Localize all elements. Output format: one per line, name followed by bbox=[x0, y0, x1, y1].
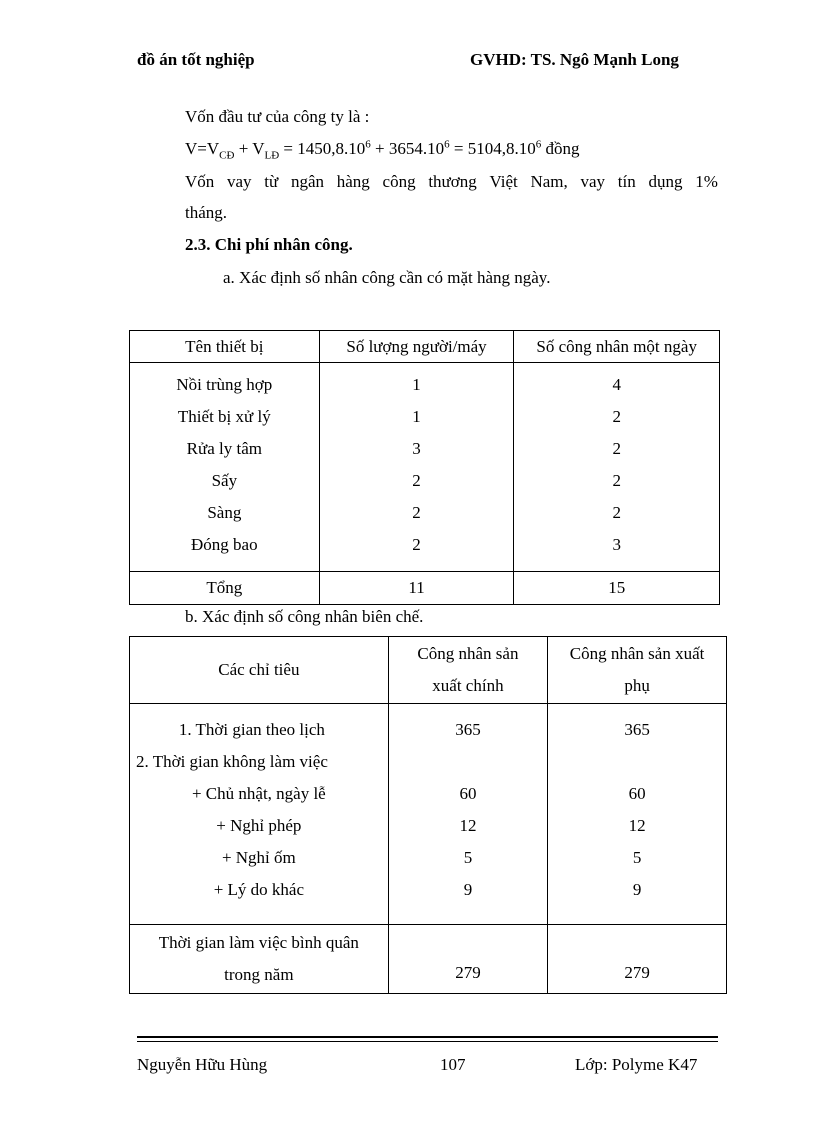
footer-rule-thin bbox=[137, 1041, 718, 1042]
table-header-cell bbox=[548, 637, 727, 704]
capital-formula bbox=[185, 138, 580, 162]
table-header-row bbox=[130, 331, 720, 363]
loan-word: dụng bbox=[648, 172, 683, 191]
table-cell: Thiết bị xử lý bbox=[130, 401, 320, 433]
table-cell: Nồi trùng hợp bbox=[130, 363, 320, 402]
table-cell: 3 bbox=[319, 433, 514, 465]
table-row bbox=[130, 746, 727, 778]
table-cell bbox=[130, 746, 389, 778]
table-cell: 12 bbox=[548, 810, 727, 842]
header-right: GVHD: TS. Ngô Mạnh Long bbox=[470, 50, 679, 69]
table-cell: 2 bbox=[319, 529, 514, 572]
formula-v: V=V bbox=[185, 139, 220, 158]
loan-word: tín bbox=[617, 172, 636, 191]
table-footer-row bbox=[130, 925, 727, 994]
table-cell: 2 bbox=[514, 433, 720, 465]
table-row bbox=[130, 401, 720, 433]
formula-exp2: 6 bbox=[444, 138, 450, 151]
table-cell: 4 bbox=[514, 363, 720, 402]
table-cell bbox=[130, 704, 389, 747]
table-cell: 365 bbox=[388, 704, 547, 747]
table-row bbox=[130, 465, 720, 497]
table-cell: 2 bbox=[514, 401, 720, 433]
subsection-b: b. Xác định số công nhân biên chế. bbox=[185, 607, 424, 626]
table-cell: 9 bbox=[548, 874, 727, 925]
table-cell: 5 bbox=[388, 842, 547, 874]
table-cell: Sàng bbox=[130, 497, 320, 529]
table-cell bbox=[130, 925, 389, 994]
table-header-cell: Các chỉ tiêu bbox=[130, 637, 389, 704]
formula-plus2: + 3654.10 bbox=[370, 139, 445, 158]
table-row bbox=[130, 874, 727, 925]
table-cell: 279 bbox=[388, 925, 547, 994]
table-row bbox=[130, 778, 727, 810]
formula-eq1: = 1450,8.10 bbox=[279, 139, 366, 158]
loan-word: ngân bbox=[290, 172, 325, 191]
table-cell: + Nghỉ phép bbox=[130, 810, 389, 842]
section-title: 2.3. Chi phí nhân công. bbox=[185, 235, 353, 254]
table-header-cell bbox=[388, 637, 547, 704]
table-header-row bbox=[130, 637, 727, 704]
formula-sub-ld: LĐ bbox=[264, 149, 280, 162]
footer-rule bbox=[137, 1036, 718, 1038]
loan-word: Nam, bbox=[530, 172, 568, 191]
table-cell: 15 bbox=[514, 572, 720, 605]
table-cell: 279 bbox=[548, 925, 727, 994]
table-cell: 2 bbox=[514, 497, 720, 529]
table-cell: + Nghỉ ốm bbox=[130, 842, 389, 874]
table-cell-text: Thời gian làm việc bình quân trong năm bbox=[158, 933, 359, 984]
formula-sub-cd: CĐ bbox=[219, 149, 235, 162]
table-cell: Tổng bbox=[130, 572, 320, 605]
table-row bbox=[130, 529, 720, 572]
loan-word: Việt bbox=[489, 172, 518, 191]
table-cell-text: 1. Thời gian theo lịch bbox=[178, 720, 325, 739]
table-cell: 1 bbox=[319, 363, 514, 402]
table-header-cell: Số công nhân một ngày bbox=[514, 331, 720, 363]
loan-word: công bbox=[382, 172, 416, 191]
table-cell: 9 bbox=[388, 874, 547, 925]
table-cell: 2 bbox=[514, 465, 720, 497]
loan-word: vay bbox=[580, 172, 606, 191]
table-row bbox=[130, 497, 720, 529]
table-cell bbox=[388, 746, 547, 778]
table-cell: Đóng bao bbox=[130, 529, 320, 572]
daily-workers-table bbox=[129, 330, 720, 605]
table-cell: 5 bbox=[548, 842, 727, 874]
table-cell: 2 bbox=[319, 465, 514, 497]
table-cell: 2 bbox=[319, 497, 514, 529]
staff-table bbox=[129, 636, 727, 994]
loan-word: 1% bbox=[695, 172, 718, 191]
table-cell: 3 bbox=[514, 529, 720, 572]
loan-word: Vốn bbox=[185, 172, 215, 191]
table-header-cell: Tên thiết bị bbox=[130, 331, 320, 363]
table-row bbox=[130, 363, 720, 402]
loan-word: hàng bbox=[336, 172, 370, 191]
table-total-row bbox=[130, 572, 720, 605]
table-row bbox=[130, 433, 720, 465]
header-left: đồ án tốt nghiệp bbox=[137, 50, 255, 69]
table-cell: 1 bbox=[319, 401, 514, 433]
loan-line bbox=[185, 172, 718, 192]
table-cell: 12 bbox=[388, 810, 547, 842]
formula-unit: đồng bbox=[541, 139, 580, 158]
table-cell: + Lý do khác bbox=[130, 874, 389, 925]
table-cell: 11 bbox=[319, 572, 514, 605]
table-header-text: Công nhân sản xuất phụ bbox=[569, 644, 705, 695]
table-cell: Sấy bbox=[130, 465, 320, 497]
formula-exp1: 6 bbox=[365, 138, 371, 151]
loan-word: vay bbox=[227, 172, 252, 191]
capital-intro: Vốn đầu tư của công ty là : bbox=[185, 107, 370, 126]
table-cell bbox=[548, 746, 727, 778]
subsection-a: a. Xác định số nhân công cần có mặt hàng ngày. bbox=[223, 268, 551, 287]
table-cell-text: 2. Thời gian không làm việc bbox=[136, 752, 328, 771]
table-header-text: Công nhân sản xuất chính bbox=[417, 644, 519, 695]
table-cell: 365 bbox=[548, 704, 727, 747]
footer-class: Lớp: Polyme K47 bbox=[575, 1055, 698, 1074]
table-header-cell: Số lượng người/máy bbox=[319, 331, 514, 363]
formula-exp3: 6 bbox=[535, 138, 542, 151]
table-row bbox=[130, 704, 727, 747]
footer-page-number: 107 bbox=[440, 1055, 466, 1074]
table-row bbox=[130, 842, 727, 874]
table-cell: 60 bbox=[548, 778, 727, 810]
table-cell: 60 bbox=[388, 778, 547, 810]
footer-author: Nguyễn Hữu Hùng bbox=[137, 1055, 268, 1074]
loan-word: thương bbox=[428, 172, 477, 191]
table-row bbox=[130, 810, 727, 842]
formula-eq2: = 5104,8.10 bbox=[449, 139, 536, 158]
formula-plus1: + V bbox=[234, 139, 265, 158]
loan-word: từ bbox=[264, 172, 279, 191]
table-cell: Rửa ly tâm bbox=[130, 433, 320, 465]
loan-line-cont: tháng. bbox=[185, 203, 228, 222]
table-cell: + Chủ nhật, ngày lễ bbox=[130, 778, 389, 810]
